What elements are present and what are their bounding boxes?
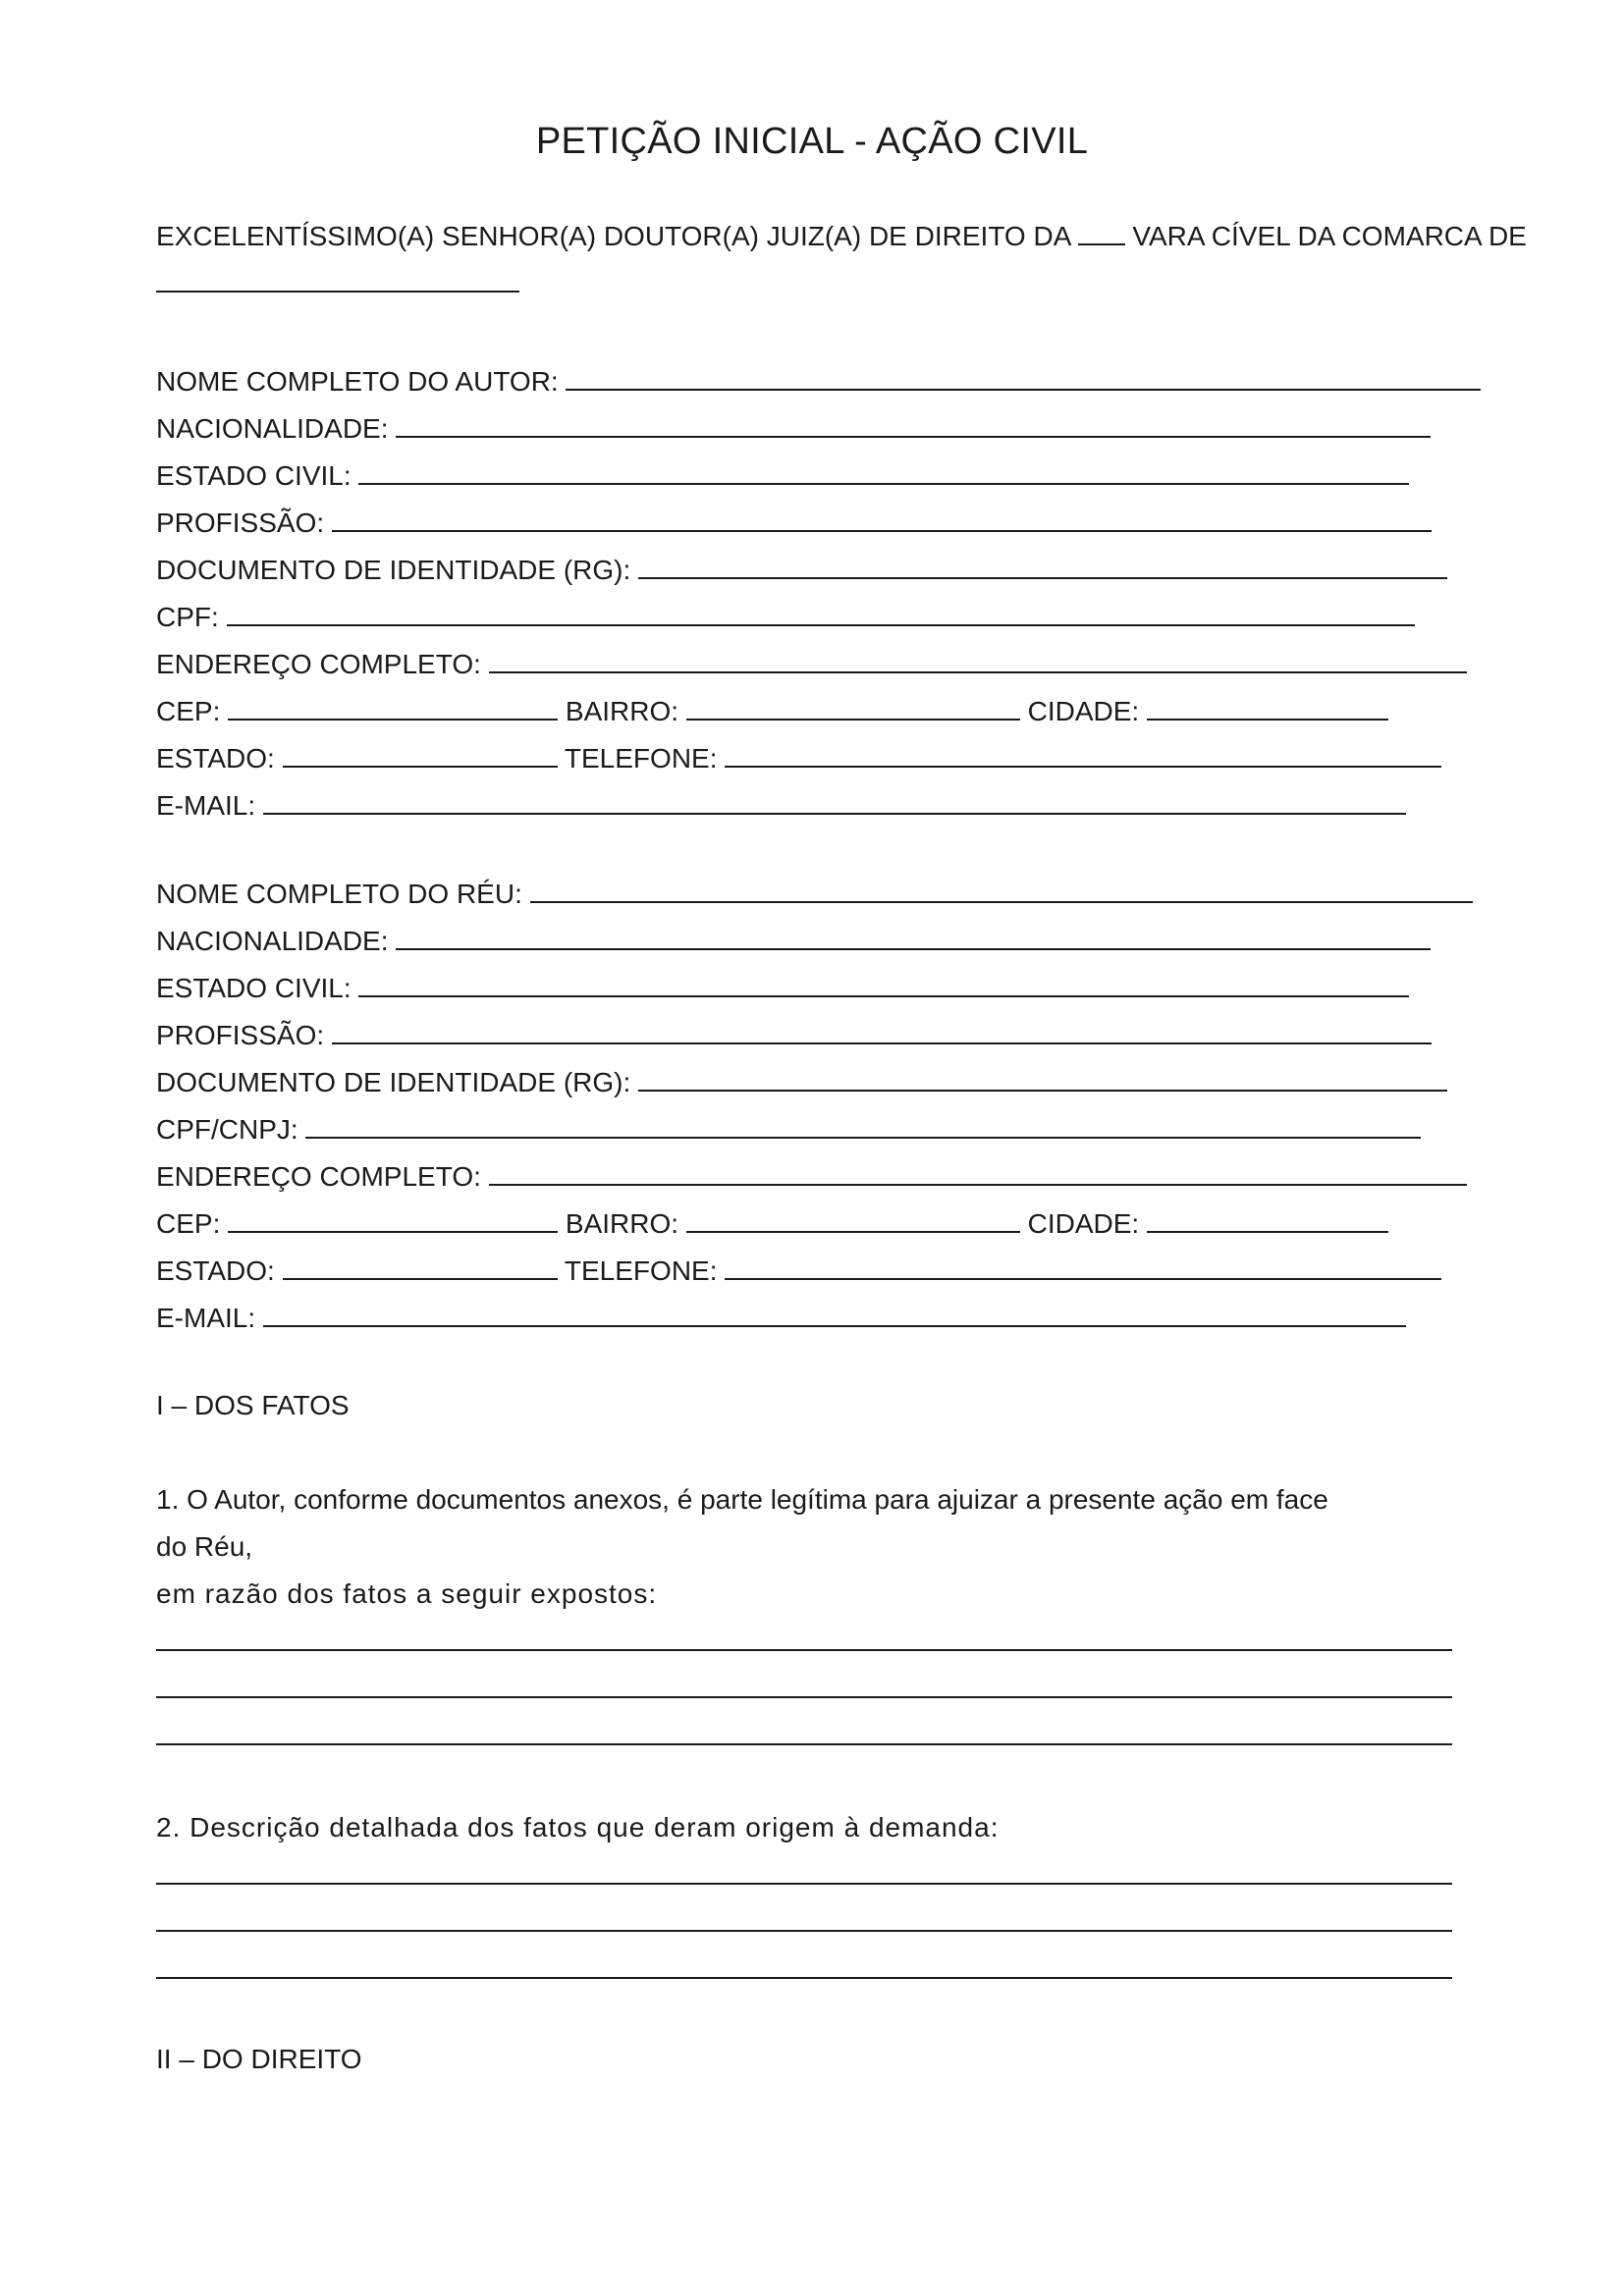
author-rg-field[interactable]	[638, 552, 1447, 579]
facts-item1-blank-1[interactable]	[156, 1649, 1452, 1651]
document-title: PETIÇÃO INICIAL - AÇÃO CIVIL	[535, 121, 1089, 162]
author-profession-field[interactable]	[332, 505, 1432, 532]
addressee-text-1: EXCELENTÍSSIMO(A) SENHOR(A) DOUTOR(A) JUIZ(A) DE DIREITO DA	[156, 221, 1070, 251]
author-address-field[interactable]	[489, 646, 1467, 673]
addressee-text-2: VARA CÍVEL DA COMARCA DE	[1132, 221, 1527, 251]
court-number-field[interactable]	[1078, 218, 1125, 245]
defendant-profession-row	[156, 1017, 1432, 1053]
facts-item1-blank-3[interactable]	[156, 1743, 1452, 1745]
facts-item2-blank-1[interactable]	[156, 1883, 1452, 1885]
author-email-field[interactable]	[263, 787, 1406, 815]
author-state-field[interactable]	[283, 740, 558, 768]
facts-heading: I – DOS FATOS	[156, 1390, 350, 1420]
author-rg-label: DOCUMENTO DE IDENTIDADE (RG):	[156, 555, 631, 585]
defendant-district-label: BAIRRO:	[565, 1208, 679, 1239]
author-civil-status-label: ESTADO CIVIL:	[156, 460, 352, 491]
author-cep-field[interactable]	[228, 693, 558, 721]
author-cep-label: CEP:	[156, 696, 221, 726]
defendant-address-row	[156, 1158, 1467, 1195]
author-civil-status-row	[156, 457, 1409, 494]
defendant-profession-label: PROFISSÃO:	[156, 1020, 325, 1050]
facts-item1-line2: do Réu,	[156, 1531, 253, 1562]
defendant-rg-field[interactable]	[638, 1064, 1447, 1092]
defendant-cpf-label: CPF/CNPJ:	[156, 1114, 298, 1145]
facts-item2-blank-3[interactable]	[156, 1977, 1452, 1979]
defendant-name-label: NOME COMPLETO DO RÉU:	[156, 879, 522, 909]
defendant-rg-row	[156, 1064, 1447, 1100]
defendant-phone-field[interactable]	[725, 1253, 1441, 1280]
addressee-line	[156, 218, 1527, 254]
facts-item1-line1: 1. O Autor, conforme documentos anexos, é parte legítima para ajuizar a presente ação em face	[156, 1484, 1328, 1515]
facts-item1-line3: em razão dos fatos a seguir expostos:	[156, 1578, 658, 1609]
defendant-email-row	[156, 1300, 1406, 1336]
defendant-address-field[interactable]	[489, 1158, 1467, 1186]
author-city-field[interactable]	[1147, 693, 1388, 721]
defendant-city-field[interactable]	[1147, 1205, 1388, 1233]
author-state-label: ESTADO:	[156, 743, 275, 774]
author-nationality-label: NACIONALIDADE:	[156, 413, 389, 444]
defendant-rg-label: DOCUMENTO DE IDENTIDADE (RG):	[156, 1067, 631, 1097]
author-name-field[interactable]	[566, 363, 1481, 391]
defendant-email-field[interactable]	[263, 1300, 1406, 1327]
defendant-nationality-field[interactable]	[396, 923, 1431, 950]
author-cpf-field[interactable]	[227, 599, 1415, 626]
defendant-address-label: ENDEREÇO COMPLETO:	[156, 1161, 481, 1192]
county-line	[156, 265, 519, 301]
author-phone-field[interactable]	[725, 740, 1441, 768]
defendant-civil-status-row	[156, 970, 1409, 1006]
author-cpf-label: CPF:	[156, 602, 219, 632]
defendant-cep-field[interactable]	[228, 1205, 558, 1233]
defendant-civil-status-field[interactable]	[358, 970, 1409, 997]
facts-item1-blank-2[interactable]	[156, 1696, 1452, 1698]
defendant-city-label: CIDADE:	[1027, 1208, 1140, 1239]
author-state-row	[156, 740, 1441, 776]
author-nationality-field[interactable]	[396, 410, 1431, 438]
defendant-cep-label: CEP:	[156, 1208, 221, 1239]
author-email-label: E-MAIL:	[156, 790, 256, 821]
defendant-phone-label: TELEFONE:	[564, 1255, 718, 1286]
defendant-name-row	[156, 876, 1473, 912]
defendant-nationality-label: NACIONALIDADE:	[156, 926, 389, 956]
defendant-district-field[interactable]	[686, 1205, 1020, 1233]
defendant-civil-status-label: ESTADO CIVIL:	[156, 973, 352, 1003]
defendant-cpf-field[interactable]	[305, 1111, 1421, 1139]
author-civil-status-field[interactable]	[358, 457, 1409, 485]
author-district-field[interactable]	[686, 693, 1020, 721]
defendant-state-field[interactable]	[283, 1253, 558, 1280]
author-address-row	[156, 646, 1467, 682]
county-field[interactable]	[156, 265, 519, 293]
defendant-cpf-row	[156, 1111, 1421, 1148]
defendant-nationality-row	[156, 923, 1431, 959]
author-city-label: CIDADE:	[1027, 696, 1140, 726]
author-phone-label: TELEFONE:	[564, 743, 718, 774]
facts-item2: 2. Descrição detalhada dos fatos que deram origem à demanda:	[156, 1812, 1000, 1842]
author-cpf-row	[156, 599, 1415, 635]
defendant-state-label: ESTADO:	[156, 1255, 275, 1286]
author-cep-row	[156, 693, 1388, 729]
author-email-row	[156, 787, 1406, 824]
defendant-name-field[interactable]	[530, 876, 1473, 903]
defendant-state-row	[156, 1253, 1441, 1289]
author-district-label: BAIRRO:	[565, 696, 679, 726]
defendant-email-label: E-MAIL:	[156, 1303, 256, 1333]
author-nationality-row	[156, 410, 1431, 447]
author-name-row	[156, 363, 1481, 400]
defendant-cep-row	[156, 1205, 1388, 1242]
defendant-profession-field[interactable]	[332, 1017, 1432, 1044]
law-heading: II – DO DIREITO	[156, 2044, 362, 2074]
facts-item2-blank-2[interactable]	[156, 1930, 1452, 1932]
author-rg-row	[156, 552, 1447, 588]
author-name-label: NOME COMPLETO DO AUTOR:	[156, 366, 559, 397]
author-profession-row	[156, 505, 1432, 541]
author-address-label: ENDEREÇO COMPLETO:	[156, 649, 481, 679]
author-profession-label: PROFISSÃO:	[156, 507, 325, 538]
